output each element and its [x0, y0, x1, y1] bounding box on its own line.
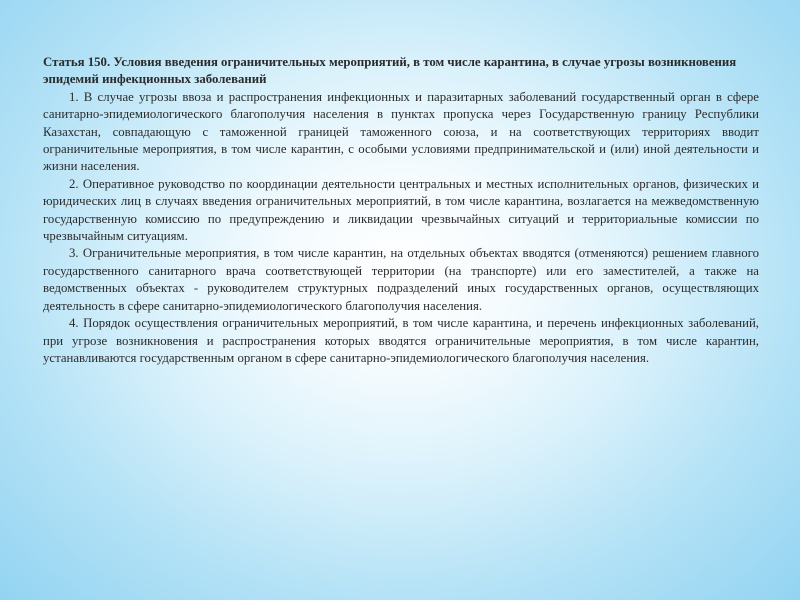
article-paragraph-2: 2. Оперативное руководство по координации деятельности центральных и местных исполнительных органов, физических и юридических лиц в случаях введения ограничительных мероприятий, в том числе карантина, возлагается на межведомственную государственную комиссию по предупреждению и ликвидации чрезвычайных ситуаций и территориальные комиссии по чрезвычайным ситуациям. [43, 176, 759, 244]
article-paragraph-4: 4. Порядок осуществления ограничительных мероприятий, в том числе карантина, и перечень инфекционных заболеваний, при угрозе возникновения и распространения которых вводятся ограничительные мероприятия, в том числе карантин, устанавливаются государственным органом в сфере санитарно-эпидемиологического благополучия населения. [43, 316, 759, 365]
article-paragraph-1: 1. В случае угрозы ввоза и распространения инфекционных и паразитарных заболеваний государственный орган в сфере санитарно-эпидемиологического благополучия населения в пунктах пропуска через Государственную границу Республики Казахстан, совпадающую с таможенной границей таможенного союза, и на соответствующих территориях вводит ограничительные мероприятия, в том числе карантин, с особыми условиями предпринимательской и (или) иной деятельности и жизни населения. [43, 89, 759, 174]
article-heading: Статья 150. Условия введения ограничительных мероприятий, в том числе карантина, в случае угрозы возникновения эпидемий инфекционных заболеваний [43, 55, 737, 87]
article-paragraph-3: 3. Ограничительные мероприятия, в том числе карантин, на отдельных объектах вводятся (отменяются) решением главного государственного санитарного врача соответствующей территории (на транспорте) или его заместителей, а также на ведомственных объектах - руководителем структурных подразделений иных государственных органов, осуществляющих деятельность в сфере санитарно-эпидемиологического благополучия населения. [43, 246, 759, 313]
slide-text-block [43, 54, 759, 367]
